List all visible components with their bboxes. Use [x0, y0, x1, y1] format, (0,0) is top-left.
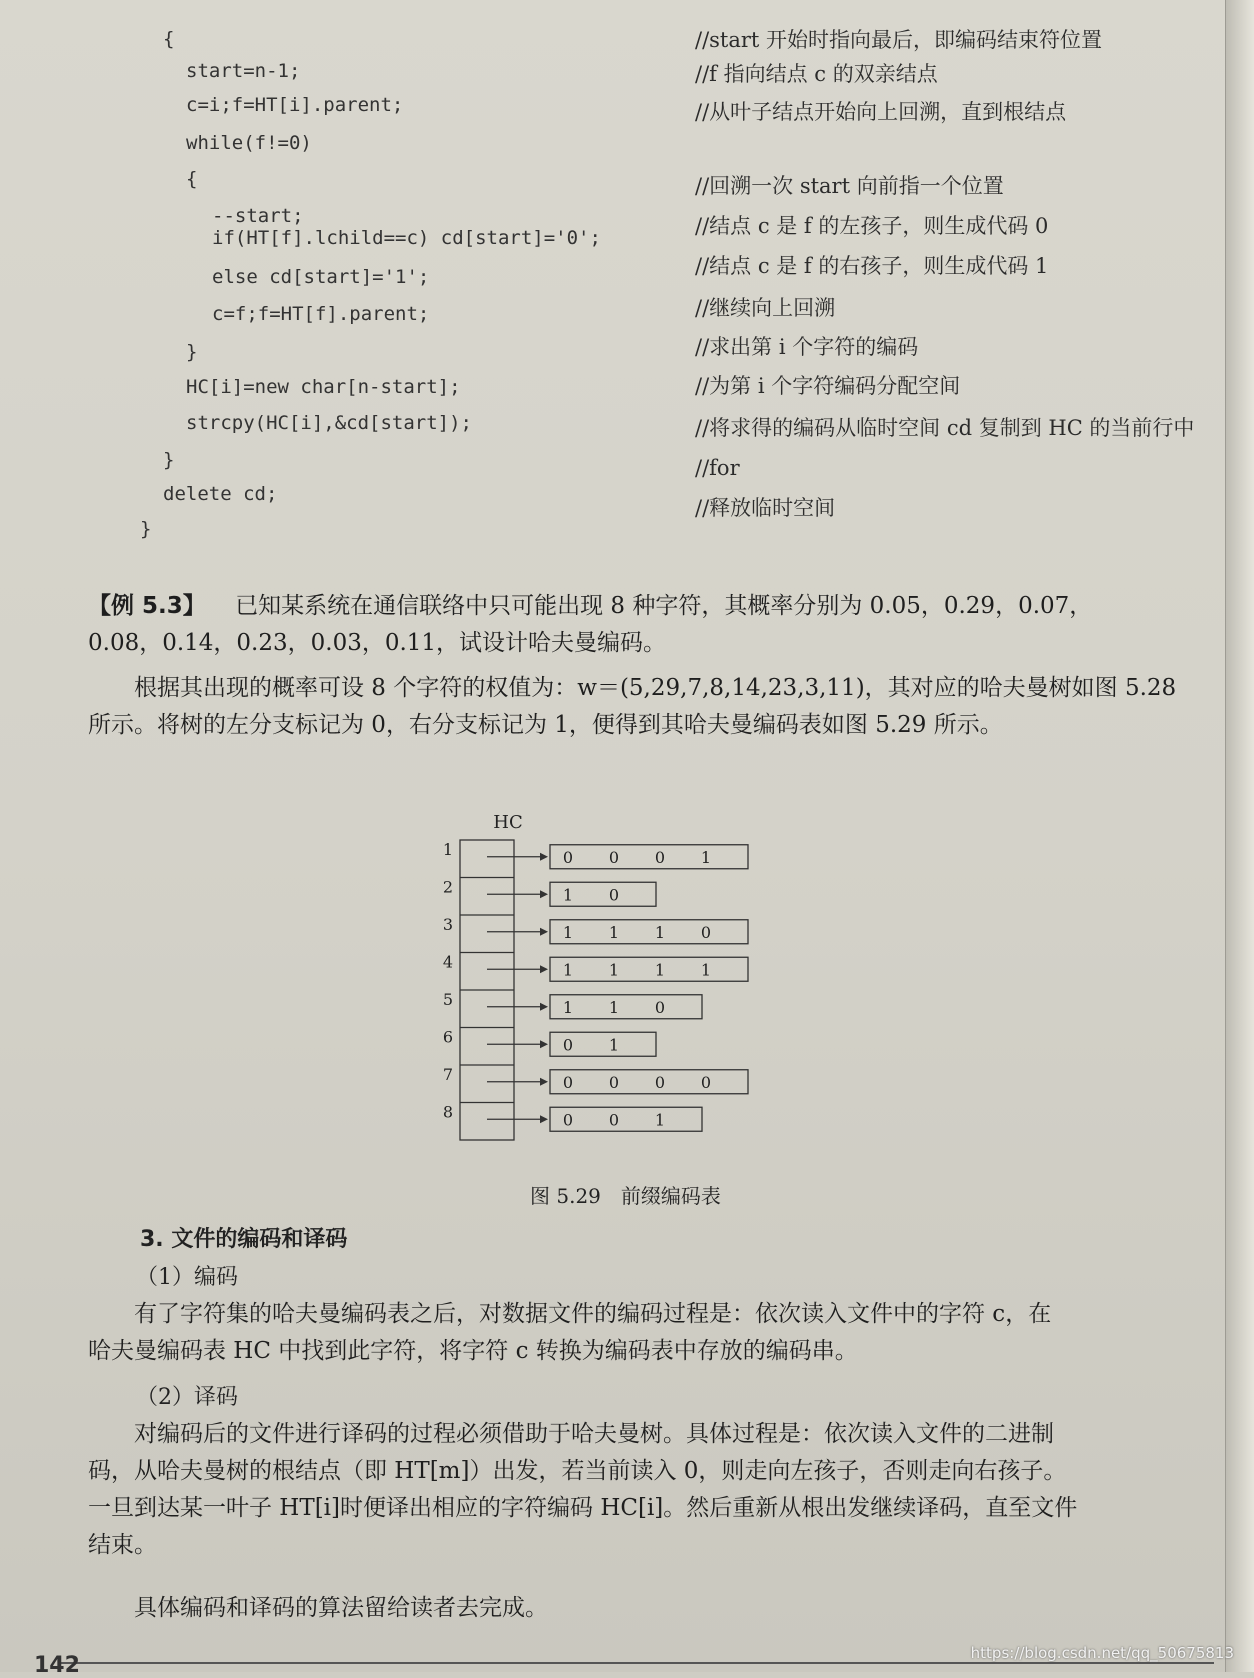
paragraph-line: 具体编码和译码的算法留给读者去完成。	[134, 1595, 548, 1621]
code-comment: //为第 i 个字符编码分配空间	[695, 374, 961, 398]
code-line: start=n-1;	[186, 60, 301, 82]
paragraph-line: 一旦到达某一叶子 HT[i]时便译出相应的字符编码 HC[i]。然后重新从根出发继续译码，直至文件	[88, 1495, 1078, 1521]
paragraph-line: 有了字符集的哈夫曼编码表之后，对数据文件的编码过程是：依次读入文件中的字符 c，在	[134, 1301, 1052, 1327]
row-index-label: 6	[442, 1027, 454, 1047]
prefix-code-table-figure	[442, 810, 820, 1155]
code-comment: //回溯一次 start 向前指一个位置	[695, 174, 1004, 198]
code-comment: //结点 c 是 f 的左孩子，则生成代码 0	[695, 214, 1049, 238]
arrow-head	[540, 928, 548, 936]
code-bit: 1	[654, 1110, 666, 1130]
code-bit: 0	[562, 847, 574, 867]
closing-paragraph	[88, 1590, 1200, 1627]
code-line: c=f;f=HT[f].parent;	[212, 303, 430, 325]
paragraph-line: 对编码后的文件进行译码的过程必须借助于哈夫曼树。具体过程是：依次读入文件的二进制	[134, 1421, 1054, 1447]
example-label: 【例 5.3】	[88, 593, 206, 619]
code-line: while(f!=0)	[186, 132, 312, 154]
page-number: 142	[34, 1653, 80, 1678]
row-index-label: 4	[442, 952, 454, 972]
row-index-label: 2	[442, 877, 454, 897]
code-bit: 0	[562, 1110, 574, 1130]
row-index-label: 1	[442, 840, 454, 859]
code-bit: 1	[562, 922, 574, 942]
code-string-box	[550, 957, 748, 981]
example-text: 0.08，0.14，0.23，0.03，0.11，试设计哈夫曼编码。	[88, 630, 667, 656]
code-line: }	[163, 449, 175, 471]
code-string-box	[550, 920, 748, 944]
code-line: {	[186, 168, 198, 190]
weights-paragraph	[88, 670, 1200, 744]
code-line: {	[163, 28, 175, 50]
figure-caption: 图 5.29 前缀编码表	[530, 1184, 721, 1208]
code-bit: 1	[562, 960, 574, 980]
code-bit: 0	[654, 847, 666, 867]
row-index-label: 3	[442, 915, 454, 934]
code-bit: 1	[608, 1035, 620, 1055]
paragraph-line: 结束。	[88, 1532, 157, 1558]
arrow-head	[540, 1040, 548, 1048]
code-line: strcpy(HC[i],&cd[start]);	[186, 412, 472, 434]
example-text: 已知某系统在通信联络中只可能出现 8 种字符，其概率分别为 0.05，0.29，0.07，	[235, 593, 1093, 619]
row-index-label: 8	[442, 1102, 454, 1122]
subheading-decoding: （2）译码	[136, 1385, 238, 1410]
code-comment: //继续向上回溯	[695, 296, 836, 320]
arrow-head	[540, 1078, 548, 1086]
footer-rule	[60, 1662, 1214, 1664]
code-line: HC[i]=new char[n-start];	[186, 376, 461, 398]
code-comment: //释放临时空间	[695, 496, 836, 520]
code-bit: 0	[562, 1035, 574, 1055]
code-bit: 0	[608, 1110, 620, 1130]
code-line: if(HT[f].lchild==c) cd[start]='0';	[212, 227, 601, 249]
code-bit: 0	[700, 1072, 712, 1092]
code-string-box	[550, 1070, 748, 1094]
paragraph-line: 根据其出现的概率可设 8 个字符的权值为：w＝(5,29,7,8,14,23,3,11)，其对应的哈夫曼树如图 5.28	[134, 675, 1177, 701]
code-bit: 1	[654, 922, 666, 942]
code-bit: 0	[654, 1072, 666, 1092]
paragraph-line: 码，从哈夫曼树的根结点（即 HT[m]）出发，若当前读入 0，则走向左孩子，否则走向右孩子。	[88, 1458, 1067, 1484]
code-bit: 0	[608, 847, 620, 867]
code-line: else cd[start]='1';	[212, 266, 430, 288]
code-bit: 1	[608, 997, 620, 1017]
code-comment: //从叶子结点开始向上回溯，直到根结点	[695, 100, 1067, 124]
code-line: }	[140, 518, 152, 540]
code-comment: //start 开始时指向最后，即编码结束符位置	[695, 28, 1103, 52]
arrow-head	[540, 965, 548, 973]
code-bit: 0	[608, 885, 620, 905]
encoding-paragraph	[88, 1296, 1200, 1370]
watermark-url: https://blog.csdn.net/qq_50675813	[970, 1644, 1234, 1662]
arrow-head	[540, 1003, 548, 1011]
code-comment: //f 指向结点 c 的双亲结点	[695, 62, 938, 86]
code-bit: 0	[608, 1072, 620, 1092]
section-heading: 3. 文件的编码和译码	[140, 1227, 348, 1252]
arrow-head	[540, 1115, 548, 1123]
code-string-box	[550, 845, 748, 869]
code-bit: 1	[608, 960, 620, 980]
code-bit: 1	[700, 847, 712, 867]
page-edge	[1225, 0, 1254, 1672]
code-bit: 1	[608, 922, 620, 942]
row-index-label: 5	[442, 990, 454, 1009]
code-bit: 1	[700, 960, 712, 980]
code-comment: //将求得的编码从临时空间 cd 复制到 HC 的当前行中	[695, 416, 1195, 440]
decoding-paragraph	[88, 1416, 1200, 1564]
code-comment: //for	[695, 456, 740, 480]
arrow-head	[540, 853, 548, 861]
code-bit: 0	[562, 1072, 574, 1092]
paragraph-line: 哈夫曼编码表 HC 中找到此字符，将字符 c 转换为编码表中存放的编码串。	[88, 1338, 858, 1364]
code-line: delete cd;	[163, 483, 278, 505]
code-comment: //结点 c 是 f 的右孩子，则生成代码 1	[695, 254, 1049, 278]
code-bit: 1	[562, 997, 574, 1017]
arrow-head	[540, 890, 548, 898]
code-bit: 0	[700, 922, 712, 942]
example-paragraph	[88, 588, 1200, 662]
subheading-encoding: （1）编码	[136, 1265, 238, 1290]
code-bit: 1	[654, 960, 666, 980]
code-comment: //求出第 i 个字符的编码	[695, 335, 919, 359]
paragraph-line: 所示。将树的左分支标记为 0，右分支标记为 1，便得到其哈夫曼编码表如图 5.29 所示。	[88, 712, 1003, 738]
code-bit: 0	[654, 997, 666, 1017]
code-line: }	[186, 341, 198, 363]
hc-header: HC	[493, 812, 523, 833]
row-index-label: 7	[442, 1065, 454, 1084]
code-bit: 1	[562, 885, 574, 905]
code-line: c=i;f=HT[i].parent;	[186, 94, 404, 116]
code-line: --start;	[212, 205, 304, 227]
